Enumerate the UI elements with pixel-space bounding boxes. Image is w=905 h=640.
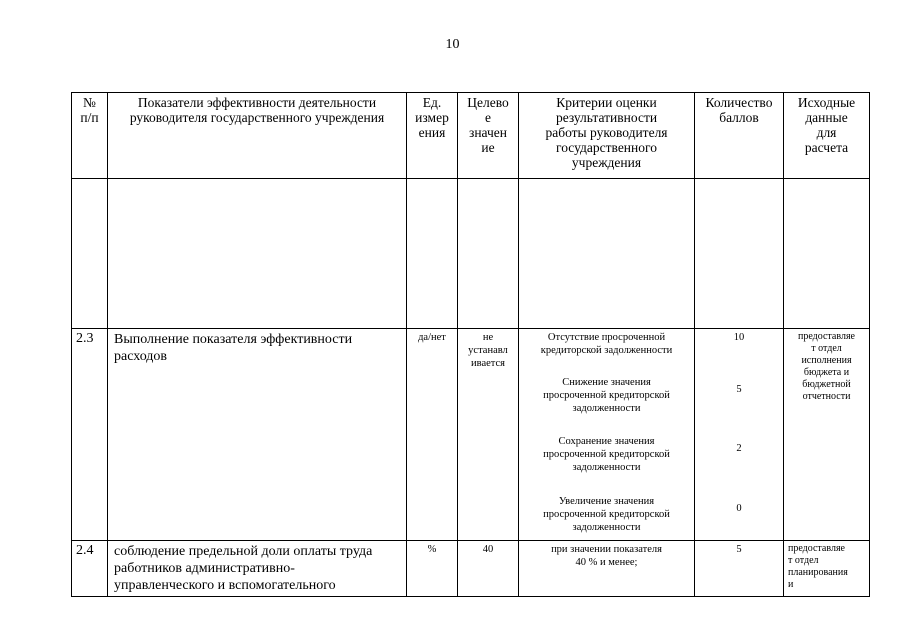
row-source-line: предоставляе [798, 331, 855, 342]
row-source-line: бюджетной [802, 379, 851, 390]
empty-cell [458, 179, 519, 329]
row-target-line: ивается [471, 358, 505, 369]
header-points [695, 93, 784, 179]
row-source-line: планирования [788, 567, 848, 578]
empty-cell [108, 179, 407, 329]
criterion-line: просроченной кредиторской [543, 390, 670, 401]
criterion-line: при значении показателя [551, 544, 662, 555]
header-indicator-line: руководителя государственного учреждения [129, 110, 385, 125]
row-source-line: и [788, 579, 794, 590]
table-row [72, 329, 870, 541]
header-criteria-line: результативности [555, 110, 658, 125]
criterion-line: просроченной кредиторской [543, 509, 670, 520]
header-target [458, 93, 519, 179]
header-criteria-line: государственного [556, 140, 657, 155]
empty-cell [72, 179, 108, 329]
header-criteria [519, 93, 695, 179]
row-source [784, 329, 870, 541]
criterion-line: задолженности [572, 522, 641, 533]
header-num [72, 93, 108, 179]
row-source-line: отчетности [802, 391, 851, 402]
row-points: 5 [695, 541, 784, 597]
header-target-line: Целево [467, 95, 509, 110]
header-unit [407, 93, 458, 179]
header-source-line: расчета [804, 140, 849, 155]
header-source-line: Исходные [797, 95, 856, 110]
criterion [519, 331, 694, 357]
points-value: 2 [736, 443, 742, 454]
points-value: 5 [736, 384, 742, 395]
header-criteria-line: работы руководителя [545, 125, 668, 140]
criterion [519, 376, 694, 415]
row-source-line: предоставляе [788, 543, 845, 554]
empty-cell [784, 179, 870, 329]
header-indicator-line: Показатели эффективности деятельности [137, 95, 377, 110]
row-target-line: не [482, 332, 494, 343]
row-target [458, 329, 519, 541]
page-number: 10 [445, 37, 460, 52]
header-criteria-line: учреждения [571, 155, 642, 170]
row-indicator-line: Выполнение показателя эффективности [114, 332, 353, 347]
points-value: 10 [733, 332, 745, 343]
header-target-line: е [485, 110, 491, 125]
row-source-line: т отдел [811, 343, 842, 354]
header-num-line: № [83, 95, 96, 110]
points-value: 0 [736, 503, 742, 514]
row-target: 40 [458, 541, 519, 597]
criterion-line: задолженности [572, 403, 641, 414]
row-target-line: устанавл [468, 345, 508, 356]
row-num: 2.3 [72, 329, 108, 541]
row-indicator-line: работников административно- [114, 561, 295, 576]
header-source-line: данные [805, 110, 848, 125]
header-source-line: для [816, 125, 837, 140]
table-row [72, 541, 870, 597]
row-source [784, 541, 870, 597]
header-unit-line: ения [418, 125, 446, 140]
row-source-line: исполнения [801, 355, 852, 366]
row-unit: да/нет [407, 329, 458, 541]
criterion-line: кредиторской задолженности [540, 345, 673, 356]
criterion-line: 40 % и менее; [575, 557, 638, 568]
criterion-line: Отсутствие просроченной [547, 332, 666, 343]
row-num: 2.4 [72, 541, 108, 597]
row-unit: % [407, 541, 458, 597]
row-criteria [519, 329, 695, 541]
header-target-line: ие [481, 140, 495, 155]
header-unit-line: Ед. [422, 95, 442, 110]
criterion [519, 435, 694, 474]
table-row-empty [72, 179, 870, 329]
criterion-line: Увеличение значения [558, 496, 655, 507]
row-criteria [519, 541, 695, 597]
row-indicator [108, 541, 407, 597]
header-num-line: п/п [80, 110, 99, 125]
criterion-line: просроченной кредиторской [543, 449, 670, 460]
row-indicator [108, 329, 407, 541]
row-points [695, 329, 784, 541]
criterion-line: задолженности [572, 462, 641, 473]
empty-cell [407, 179, 458, 329]
header-indicator [108, 93, 407, 179]
criterion-line: Сохранение значения [558, 436, 655, 447]
row-indicator-line: управленческого и вспомогательного [114, 578, 336, 593]
header-source [784, 93, 870, 179]
row-source-line: бюджета и [803, 367, 850, 378]
row-indicator-line: соблюдение предельной доли оплаты труда [114, 544, 373, 559]
header-points-line: Количество [705, 95, 773, 110]
header-points-line: баллов [719, 110, 759, 125]
row-source-line: т отдел [788, 555, 819, 566]
empty-cell [695, 179, 784, 329]
row-indicator-line: расходов [114, 349, 168, 364]
header-criteria-line: Критерии оценки [556, 95, 657, 110]
criterion [519, 495, 694, 534]
evaluation-table [71, 92, 870, 597]
header-unit-line: измер [415, 110, 449, 125]
table-header-row [72, 93, 870, 179]
header-target-line: значен [468, 125, 507, 140]
criterion-line: Снижение значения [562, 377, 651, 388]
empty-cell [519, 179, 695, 329]
